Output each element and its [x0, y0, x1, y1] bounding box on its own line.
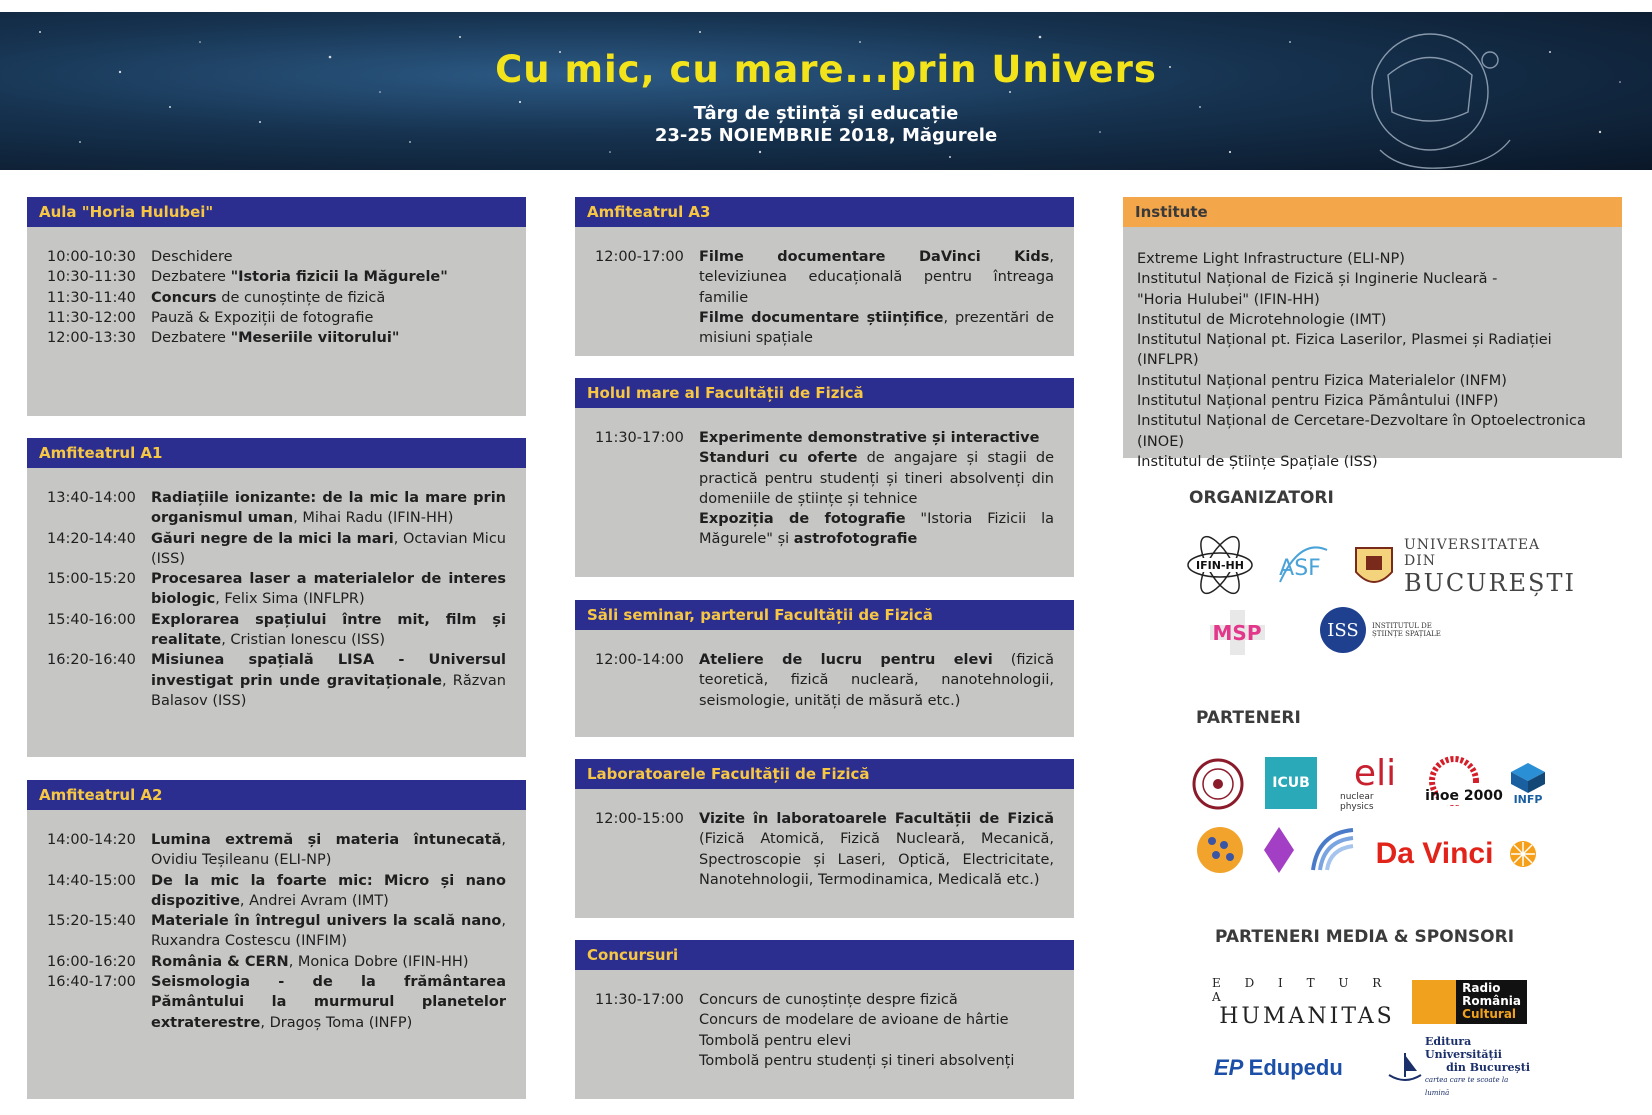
schedule-row: [47, 911, 506, 952]
institute-item: "Horia Hulubei" (IFIN-HH): [1137, 291, 1320, 308]
box-header: Săli seminar, parterul Facultății de Fizică: [575, 600, 1074, 630]
box-header: Amfiteatrul A3: [575, 197, 1074, 227]
iss-logo: ISS INSTITUTUL DE ȘTIINȚE SPAȚIALE: [1320, 605, 1450, 655]
box-header: Aula "Horia Hulubei": [27, 197, 526, 227]
schedule-row: [47, 610, 506, 651]
msp-logo: [1190, 610, 1285, 655]
sali-seminar-box: [575, 600, 1074, 737]
box-header: Institute: [1123, 197, 1622, 227]
schedule-row: [47, 488, 506, 529]
amfiteatrul-a3-box: [575, 197, 1074, 356]
time-slot: 14:40-15:00: [47, 872, 136, 889]
schedule-row: [47, 871, 506, 912]
institute-item: Extreme Light Infrastructure (ELI-NP): [1137, 251, 1405, 267]
ship-icon: [1385, 1047, 1425, 1087]
schedule-row: [47, 247, 506, 267]
schedule-row: [595, 650, 1054, 711]
institute-item: Institutul de Științe Spațiale (ISS): [1137, 453, 1378, 470]
event-description: Misiunea spațială LISA - Universul investigat prin unde gravitaționale, Răzvan Balasov (ISS): [151, 652, 507, 709]
time-slot: 15:20-15:40: [47, 913, 136, 930]
amfiteatrul-a2-box: [27, 780, 526, 1099]
svg-text:IFIN-HH: IFIN-HH: [1196, 559, 1244, 572]
event-description: Procesarea laser a materialelor de interes biologic, Felix Sima (INFLPR): [151, 571, 506, 608]
event-description: Concurs de cunoștințe de fizică: [151, 289, 386, 306]
box-header: Laboratoarele Facultății de Fizică: [575, 759, 1074, 789]
event-description: Ateliere de lucru pentru elevi (fizică teoretică, fizică nucleară, nanotehnologii, seismologie, unități de măsură etc.): [699, 652, 1054, 709]
humanitas-logo: E D I T U R A HUMANITAS: [1212, 975, 1395, 1029]
schedule-row: [47, 569, 506, 610]
laboratoarele-box: [575, 759, 1074, 918]
ifin-hh-logo: [1185, 535, 1255, 595]
edupedu-logo: EP Edupedu: [1214, 1055, 1343, 1080]
time-slot: 16:20-16:40: [47, 652, 136, 669]
institute-item: Institutul Național pt. Fizica Laserilor, Plasmei și Radiației (INFLPR): [1137, 332, 1552, 369]
box-header: Concursuri: [575, 940, 1074, 970]
radio-romania-cultural-logo: Radio România Cultural: [1412, 980, 1527, 1024]
editura-ub-logo: Editura Universității din București cartea care te scoate la lumină: [1385, 1043, 1530, 1091]
crest-icon: [1352, 542, 1396, 592]
event-description: Explorarea spațiului între mit, film și realitate, Cristian Ionescu (ISS): [151, 611, 506, 649]
holul-mare-box: [575, 378, 1074, 577]
time-slot: 12:00-14:00: [595, 652, 684, 668]
aula-horia-hulubei-box: [27, 197, 526, 416]
schedule-row: [47, 952, 506, 972]
ep-icon: EP: [1214, 1055, 1249, 1080]
time-slot: 11:30-11:40: [47, 289, 136, 306]
institute-list: [1123, 227, 1622, 472]
schedule-row: [47, 288, 506, 308]
event-description: Deschidere: [151, 249, 233, 265]
banner-subtitle: Târg de știință și educație: [693, 103, 959, 124]
diamond-logo: [1262, 825, 1296, 875]
schedule-row: [47, 972, 506, 1033]
event-description: De la mic la foarte mic: Micro și nano dispozitive, Andrei Avram (IMT): [151, 872, 506, 909]
icub-logo: ICUB: [1265, 757, 1317, 809]
box-header: Holul mare al Facultății de Fizică: [575, 378, 1074, 408]
da-vinci-logo: Da Vinci: [1375, 837, 1494, 870]
event-description: Seismologia - de la frământarea Pământului la murmurul planetelor extraterestre, Dragoș Toma (INFP): [151, 974, 506, 1031]
time-slot: 12:00-15:00: [595, 811, 684, 827]
time-slot: 11:30-17:00: [595, 992, 684, 1008]
event-description: Vizite în laboratoarele Facultății de Fizică (Fizică Atomică, Fizică Nucleară, Mecanică, Spectroscopie și Laseri, Optică, Electricitate, Nanotehnologii, Termodinamica, Medicală etc.): [699, 811, 1054, 888]
box-header: Amfiteatrul A1: [27, 438, 526, 468]
event-description: Dezbatere "Meseriile viitorului": [151, 330, 400, 347]
event-description: Concurs de cunoștințe despre fizică Concurs de modelare de avioane de hârtie Tombolă pentru elevi Tombolă pentru studenți și tineri absolvenți: [699, 992, 1015, 1069]
schedule-row: [47, 650, 506, 711]
inoe-logo: [1420, 755, 1503, 811]
event-description: Materiale în întregul univers la scală nano, Ruxandra Costescu (INFIM): [151, 913, 506, 950]
institute-item: Institutul Național pentru Fizica Pământului (INFP): [1137, 393, 1499, 410]
schedule-row: [595, 990, 1054, 1071]
time-slot: 12:00-17:00: [595, 249, 684, 265]
institute-box: [1123, 197, 1622, 470]
asf-logo: [1265, 530, 1335, 600]
partners-heading: PARTENERI: [1196, 708, 1301, 728]
time-slot: 10:30-11:30: [47, 269, 136, 286]
media-sponsors-heading: PARTENERI MEDIA & SPONSORI: [1215, 927, 1515, 947]
institute-item: Institutul Național de Fizică și Inginerie Nucleară -: [1137, 271, 1498, 288]
time-slot: 16:00-16:20: [47, 953, 136, 970]
box-header: Amfiteatrul A2: [27, 780, 526, 810]
time-slot: 14:00-14:20: [47, 832, 136, 848]
svg-text:ASF: ASF: [1279, 556, 1321, 581]
event-description: Găuri negre de la mici la mari, Octavian Micu (ISS): [151, 530, 506, 567]
schedule-row: [47, 267, 506, 287]
event-description: Filme documentare DaVinci Kids, televiziunea educațională pentru întreaga familie Filme documentare științifice, prezentări de misiuni spațiale: [699, 249, 1054, 347]
eli-logo: eli nuclear physics: [1340, 753, 1397, 812]
time-slot: 14:20-14:40: [47, 530, 136, 547]
header-banner: [0, 12, 1652, 170]
event-description: Dezbatere "Istoria fizicii la Măgurele": [151, 269, 448, 286]
institute-item: Institutul de Microtehnologie (IMT): [1137, 311, 1387, 328]
schedule-list: [27, 227, 526, 348]
banner-date: 23-25 NOIEMBRIE 2018, Măgurele: [654, 125, 998, 146]
schedule-row: [595, 809, 1054, 890]
event-description: Pauză & Expoziții de fotografie: [151, 309, 374, 326]
schedule-row: [47, 308, 506, 328]
fan-logo: [1308, 825, 1358, 875]
astronaut-helmet-icon: [1340, 20, 1540, 170]
partner-seal-logo: [1192, 758, 1244, 810]
time-slot: 15:40-16:00: [47, 611, 136, 628]
time-slot: 11:30-17:00: [595, 430, 684, 446]
honeycomb-logo: [1192, 825, 1248, 875]
schedule-row: [595, 247, 1054, 348]
schedule-list: [27, 468, 526, 711]
amfiteatrul-a1-box: [27, 438, 526, 757]
time-slot: 12:00-13:30: [47, 330, 136, 347]
schedule-row: [47, 830, 506, 871]
time-slot: 13:40-14:00: [47, 490, 136, 506]
svg-text:inoe 2000: inoe 2000: [1425, 788, 1503, 804]
organizers-heading: ORGANIZATORI: [1189, 488, 1334, 508]
universitatea-bucuresti-logo: UNIVERSITATEA DIN BUCUREȘTI: [1352, 538, 1572, 596]
banner-title: Cu mic, cu mare...prin Univers: [495, 48, 1157, 91]
time-slot: 16:40-17:00: [47, 974, 136, 991]
time-slot: 10:00-10:30: [47, 249, 136, 265]
schedule-list: [27, 810, 526, 1033]
event-description: Radiațiile ionizante: de la mic la mare prin organismul uman, Mihai Radu (IFIN-HH): [151, 490, 506, 527]
event-description: Experimente demonstrative și interactive Standuri cu oferte de angajare și stagii de practică pentru studenți și tineri absolvenți din domeniile de științe și tehnice Expoziția de fotografie "Istoria Fizicii la Măgurele" și astrofotografie: [699, 430, 1054, 548]
institute-item: Institutul Național pentru Fizica Materialelor (INFM): [1137, 372, 1507, 389]
infp-logo: INFP: [1508, 758, 1548, 810]
schedule-row: [47, 529, 506, 570]
concursuri-box: [575, 940, 1074, 1099]
time-slot: 11:30-12:00: [47, 309, 136, 326]
schedule-row: [595, 428, 1054, 550]
schedule-row: [47, 328, 506, 348]
svg-text:MSP: MSP: [1212, 621, 1262, 645]
event-description: România & CERN, Monica Dobre (IFIN-HH): [151, 953, 469, 970]
event-description: Lumina extremă și materia întunecată, Ovidiu Teșileanu (ELI-NP): [151, 832, 506, 869]
orange-slice-logo: [1508, 838, 1538, 870]
time-slot: 15:00-15:20: [47, 571, 136, 588]
institute-item: Institutul Național de Cercetare-Dezvoltare în Optoelectronica (INOE): [1137, 413, 1586, 450]
